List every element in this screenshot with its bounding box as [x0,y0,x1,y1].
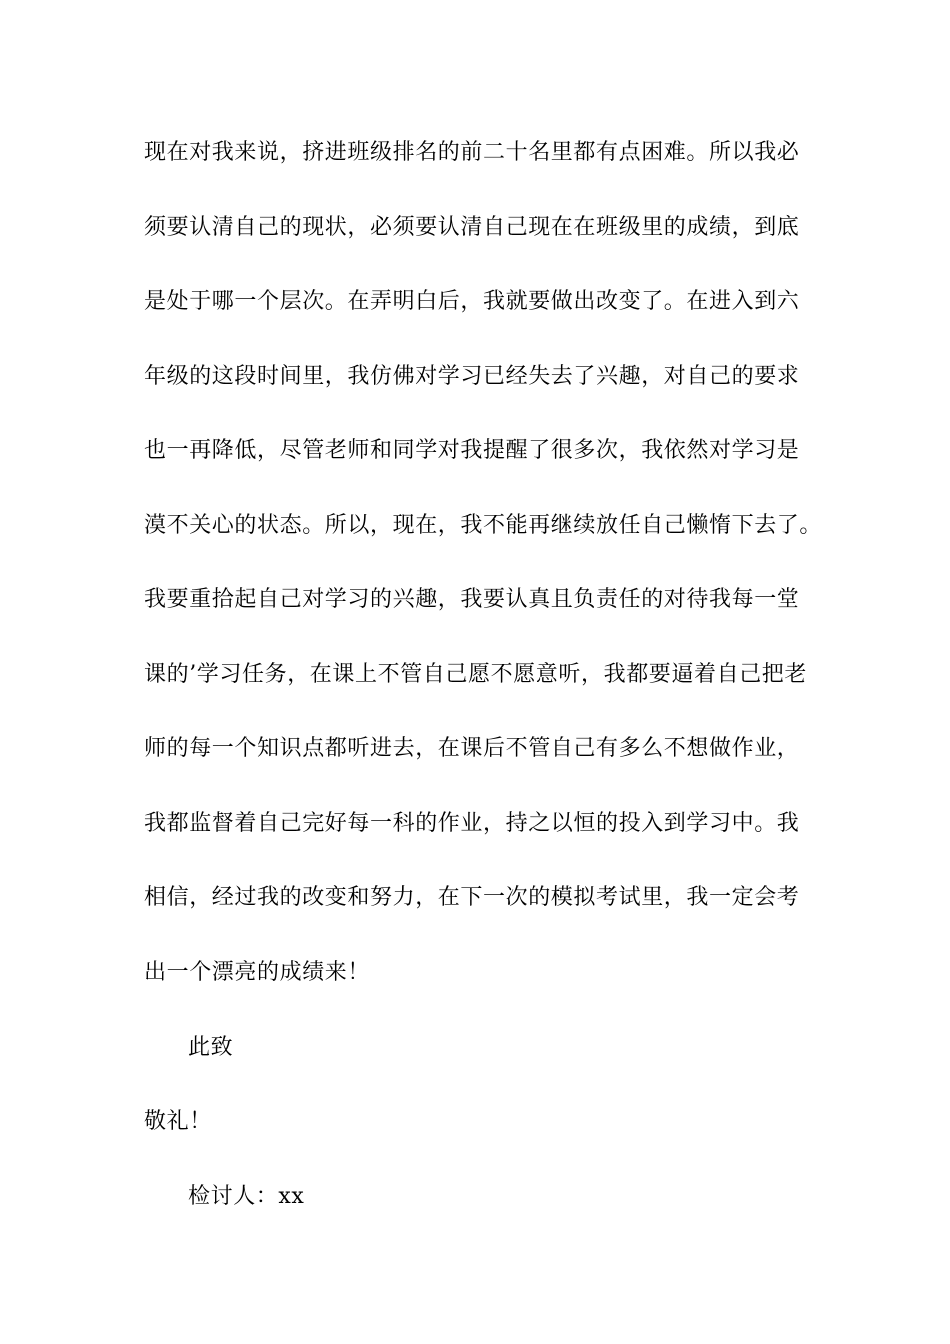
body-line-12: 出一个漂亮的成绩来！ [144,960,371,985]
signature: 检讨人：xx [188,1184,305,1209]
body-line-5: 也一再降低，尽管老师和同学对我提醒了很多次，我依然对学习是 [144,438,800,463]
body-line-1: 现在对我来说，挤进班级排名的前二十名里都有点困难。所以我必 [144,140,800,165]
body-line-6: 漠不关心的状态。所以，现在，我不能再继续放任自己懒惰下去了。 [144,513,823,538]
closing-regards: 敬礼！ [144,1109,212,1134]
body-line-9: 师的每一个知识点都听进去，在课后不管自己有多么不想做作业， [144,736,800,761]
body-line-8: 课的’学习任务，在课上不管自己愿不愿意听，我都要逼着自己把老 [144,662,807,687]
body-line-11: 相信，经过我的改变和努力，在下一次的模拟考试里，我一定会考 [144,885,800,910]
body-line-4: 年级的这段时间里，我仿佛对学习已经失去了兴趣，对自己的要求 [144,364,800,389]
body-line-7: 我要重拾起自己对学习的兴趣，我要认真且负责任的对待我每一堂 [144,587,800,612]
body-line-2: 须要认清自己的现状，必须要认清自己现在在班级里的成绩，到底 [144,215,800,240]
closing-salutation: 此致 [188,1035,234,1060]
body-line-3: 是处于哪一个层次。在弄明白后，我就要做出改变了。在进入到六 [144,289,800,314]
body-line-10: 我都监督着自己完好每一科的作业，持之以恒的投入到学习中。我 [144,811,800,836]
